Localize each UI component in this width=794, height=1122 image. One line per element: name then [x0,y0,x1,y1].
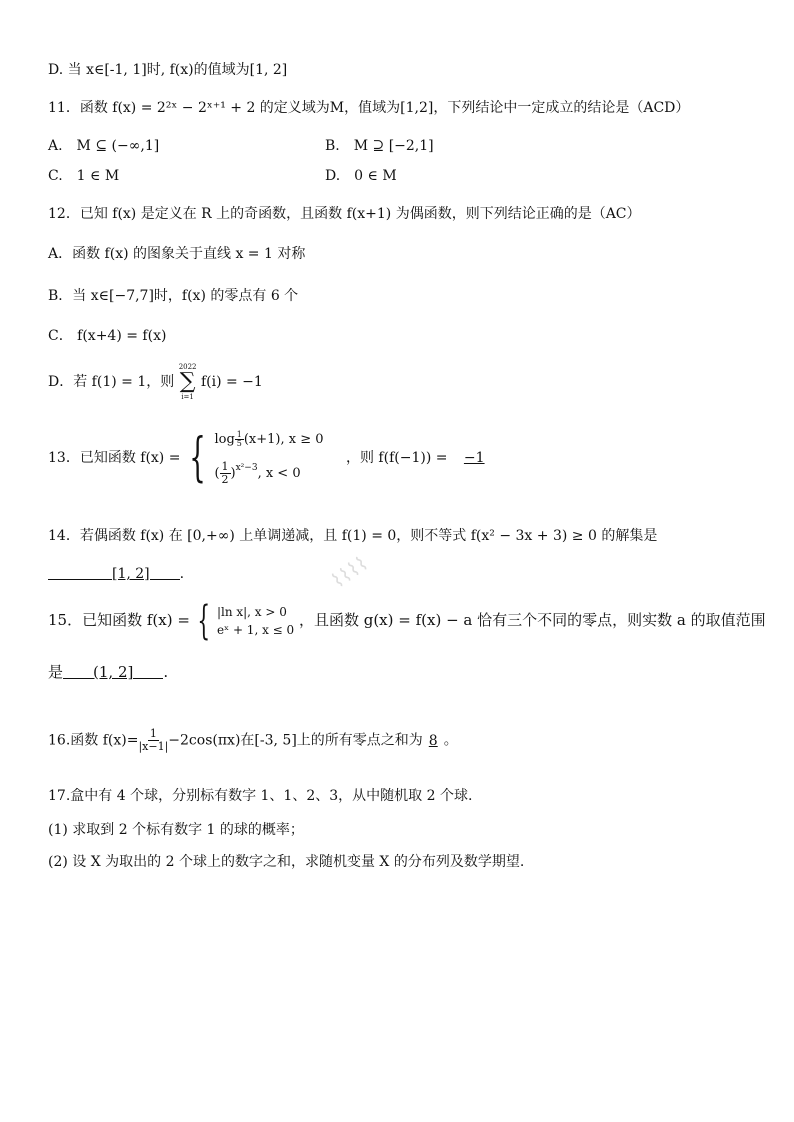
q16 [48,728,458,753]
sum-lower-limit: i=1 [181,393,194,401]
half-fraction [220,461,231,486]
brace-icon: { [197,598,210,644]
q13-prefix: 13．已知函数 f(x) = [48,450,181,466]
piece-1-rest: (x+1), x ≥ 0 [243,431,324,447]
log-base [235,431,244,448]
piece-2-rest: , x < 0 [257,465,301,481]
fraction-num: 1 [149,727,157,740]
q15 [48,598,766,642]
q16-prefix: 16.函数 f(x)= [48,732,139,749]
q10-option-d: D. 当 x∈[-1, 1]时, f(x)的值域为[1, 2] [48,62,288,78]
q16-answer: 8 [428,732,438,749]
q13-piece-1 [214,431,323,449]
piece-2-exponent: x²−3 [235,462,258,473]
half-num: 1 [221,459,229,473]
q15-piece-1: |ln x|, x > 0 [216,605,287,619]
q13 [48,428,497,488]
q15-line2-prefix: 是 [48,663,64,681]
q15-pieces [217,603,294,639]
q13-answer: −1 [463,450,485,466]
q11-option-d: D. 0 ∈ M [325,168,397,184]
q11-option-b: B. M ⊇ [−2,1] [325,138,434,154]
q14-answer-line: [1, 2] . [48,564,184,584]
q12-d-suffix: f(i) = −1 [200,374,263,390]
blank-left [48,565,112,580]
q12-option-b: B．当 x∈[−7,7]时，f(x) 的零点有 6 个 [48,288,299,304]
q15-post: ，且函数 g(x) = f(x) − a 恰有三个不同的零点，则实数 a 的取值范围 [298,611,766,629]
q14-stem: 14．若偶函数 f(x) 在 [0,+∞) 上单调递减，且 f(1) = 0，则不等式 f(x² − 3x + 3) ≥ 0 的解集是 [48,528,658,544]
blank-right [150,565,180,580]
sum-upper-limit: 2022 [178,363,197,371]
q11-option-c: C. 1 ∈ M [48,168,120,184]
watermark: ⌇⌇⌇⌇ [326,550,373,594]
log-base-num: 1 [236,429,242,439]
q13-piece-2: ( $\frac{1}{2}$ )$^{x^2-3}$, x < 0 [214,459,301,486]
q13-pieces [214,431,323,486]
q17-stem: 17.盒中有 4 个球，分别标有数字 1、1、2、3，从中随机取 2 个球. [48,788,473,804]
brace-icon: { [189,428,206,488]
q12-option-c: C． f(x+4) = f(x) [48,328,167,344]
fraction-den: |x−1| [138,740,169,753]
q15-answer-line: 是 (1, 2] . [48,663,169,681]
blank-right [133,664,163,679]
q12-option-d [48,362,263,402]
q15-piece-2: eˣ + 1, x ≤ 0 [216,623,295,637]
sigma-icon: ∑ [179,369,196,394]
q15-answer: (1, 2] [93,663,134,681]
q13-post: ，则 f(f(−1)) = [345,450,448,466]
q17-part-1: (1) 求取到 2 个标有数字 1 的球的概率； [48,822,304,838]
q16-suffix: 。 [443,732,458,749]
q17-part-2: (2) 设 X 为取出的 2 个球上的数字之和，求随机变量 X 的分布列及数学期望. [48,854,525,870]
summation [179,362,197,402]
q11-stem: 11．函数 f(x) = 2²ˣ − 2ˣ⁺¹ + 2 的定义域为M，值域为[1,2]，下列结论中一定成立的结论是（ACD） [48,100,690,116]
q11-option-a: A. M ⊆ (−∞,1] [48,138,160,154]
q12-d-prefix: D．若 f(1) = 1，则 [48,374,175,390]
half-den: 2 [221,472,229,486]
q12-option-a: A．函数 f(x) 的图象关于直线 x = 1 对称 [48,246,306,262]
q14-answer: [1, 2] [112,566,150,582]
q12-stem: 12．已知 f(x) 是定义在 R 上的奇函数，且函数 f(x+1) 为偶函数，则下列结论正确的是（AC） [48,206,641,222]
blank-left [63,664,93,679]
q15-prefix: 15．已知函数 f(x) = [48,611,190,629]
q16-fraction [138,728,168,753]
log-base-den: 5 [236,438,242,448]
q16-middle: −2cos(πx)在[-3, 5]上的所有零点之和为 [168,732,423,749]
log-label: log [214,431,235,447]
